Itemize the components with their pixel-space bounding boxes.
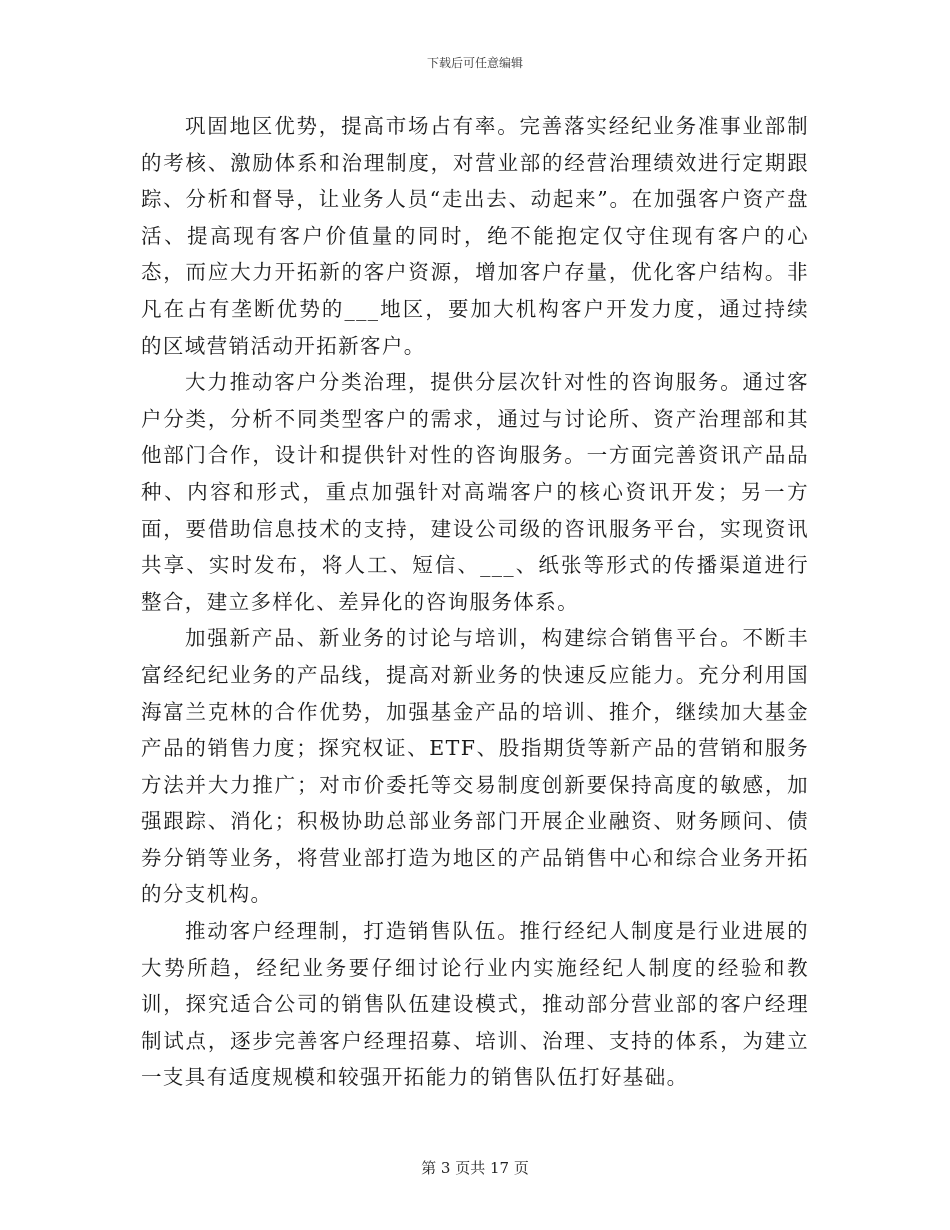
paragraph-new-products: 加强新产品、新业务的讨论与培训，构建综合销售平台。不断丰富经纪纪业务的产品线，提高对新业务的快速反应能力。充分利用国海富兰克林的合作优势，加强基金产品的培训、推介，继续加大基金产品的销售力度；探究权证、ETF、股指期货等新产品的营销和服务方法并大力推广；对市价委托等交易制度创新要保持高度的敏感，加强跟踪、消化；积极协助总部业务部门开展企业融资、财务顾问、债券分销等业务，将营业部打造为地区的产品销售中心和综合业务开拓的分支机构。 — [141, 626, 809, 907]
page-number: 第 3 页共 17 页 — [421, 1159, 529, 1177]
page-header-note: 下载后可任意编辑 — [426, 56, 523, 70]
paragraph-account-manager: 推动客户经理制，打造销售队伍。推行经纪人制度是行业进展的大势所趋，经纪业务要仔细讨论行业内实施经纪人制度的经验和教训，探究适合公司的销售队伍建设模式，推动部分营业部的客户经理制试点，逐步完善客户经理招募、培训、治理、支持的体系，为建立一支具有适度规模和较强开拓能力的销售队伍打好基础。 — [141, 919, 809, 1090]
paragraph-regional-advantage: 巩固地区优势，提高市场占有率。完善落实经纪业务准事业部制的考核、激励体系和治理制度，对营业部的经营治理绩效进行定期跟踪、分析和督导，让业务人员“走出去、动起来”。在加强客户资产盘活、提高现有客户价值量的同时，绝不能抱定仅守住现有客户的心态，而应大力开拓新的客户资源，增加客户存量，优化客户结构。非凡在占有垄断优势的___地区，要加大机构客户开发力度，通过持续的区域营销活动开拓新客户。 — [141, 114, 809, 358]
document-body — [141, 108, 809, 1096]
paragraph-client-classification: 大力推动客户分类治理，提供分层次针对性的咨询服务。通过客户分类，分析不同类型客户的需求，通过与讨论所、资产治理部和其他部门合作，设计和提供针对性的咨询服务。一方面完善资讯产品品种、内容和形式，重点加强针对高端客户的核心资讯开发；另一方面，要借助信息技术的支持，建设公司级的咨讯服务平台，实现资讯共享、实时发布，将人工、短信、___、纸张等形式的传播渠道进行整合，建立多样化、差异化的咨询服务体系。 — [141, 370, 809, 614]
